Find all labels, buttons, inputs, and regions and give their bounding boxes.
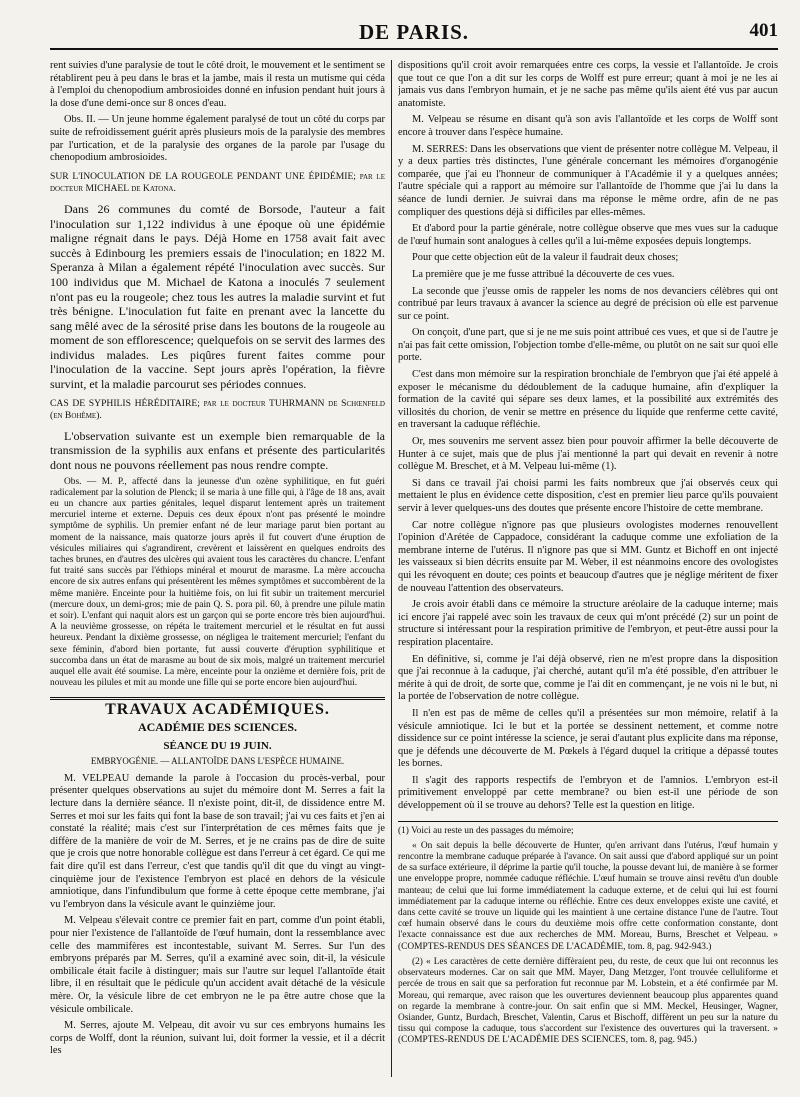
paragraph: M. SERRES: Dans les observations que vient de présenter notre collègue M. Velpeau, il y a deux parties très distinctes, l'une générale concernant les mémoires d'organogénie comparée, que j'ai eu l'honneur de communiquer à l'Académie il y a quelques années; l'autre spéciale qui a rapport au mémoire sur l'allantoïde de l'homme que j'ai lu dans la séance de lundi dernier. Je suivrai dans ma réponse le même ordre, afin de ne pas compliquer des questions déjà si difficiles par elles-mêmes. bbox=[398, 143, 778, 218]
running-title: DE PARIS. bbox=[358, 20, 470, 44]
paragraph: M. Serres, ajoute M. Velpeau, dit avoir vu sur ces embryons humains les corps de Wolff, dont la réunion, suivant lui, doit former la vessie, et il a décrit les bbox=[50, 1020, 385, 1057]
topic-line: EMBRYOGÉNIE. — ALLANTOÏDE DANS L'ESPÈCE HUMAINE. bbox=[90, 756, 345, 767]
paragraph: Obs. — M. P., affecté dans la jeunesse d'un ozène syphilitique, en fut guéri radicalement par la solution de Plenck; il se maria à une fille qui, à l'âge de 18 ans, avait eu un chancre aux parties génitales, lequel disparut lentement après un traitement mercuriel interne et externe. Depuis ces deux époux n'ont pas présenté le moindre symptôme de syphilis. Un premier enfant né de leur mariage parut bien portant au moment de la naissance, mais quatorze jours après il fut couvert d'une éruption de vésicules miliaires qui s'agrandirent, crevèrent et laissèrent en quelques endroits des taches brunes, en d'autres des ulcères qui avaient tous les caractères du chancre. L'enfant fut traité sans succès par l'éthiops minéral et mourut de marasme. La mère accoucha encore de six autres enfans qui présentèrent les mêmes symptômes et succombèrent de la même manière. Enceinte pour la huitième fois, on lui fit subir un traitement mercuriel (mercure doux, un demi-gros; mie de pain Q. S. pora pil. 60, à prendre une pilule matin et soir). L'enfant qui naquit alors est un garçon qui se porte encore très bien aujourd'hui. A la neuvième grossesse, on répéta le traitement mercuriel et le résultat en fut aussi heureux. Pendant la dixième grossesse, on négligea le traitement mercuriel; l'enfant du sexe féminin, d'abord bien portante, fut aussi couverte d'éruption syphilitique et succomba dans un état de marasme au bout de six mois, malgré un traitement mercuriel auquel elle avait été soumise. La mère, enceinte pour la onzième et dernière fois, prit de nouveau les pilules et mit au monde une fille qui se porte encore bien aujourd'hui. bbox=[50, 476, 385, 689]
paragraph: Dans 26 communes du comté de Borsode, l'auteur a fait l'inoculation sur 1,122 individus à une époque où une épidémie maligne régnait dans le pays. Déjà Home en 1758 avait fait avec succès à Edinbourg les premiers essais de l'inoculation; en 1822 M. Speranza à Milan a également répété l'inoculation avec succès. Sur 100 individus que M. Michael de Katona a inoculés 7 seulement n'ont pas eu la rougeole; chez tous les autres la maladie survint et fut très bénigne. L'inoculation fut faite en prenant avec la lancette du sang mêlé avec de la sérosité prise dans les boutons de la rougeole au moment de son efflorescence; quelquefois on se servit des larmes des individus malades. Les piqûres furent faites comme pour l'inoculation de la vaccine. Sept jours après l'opération, la fièvre survint, et la maladie parcourut ses périodes connues. bbox=[50, 201, 385, 392]
paragraph: La seconde que j'eusse omis de rappeler les noms de nos devanciers célèbres qui ont contribué par leurs travaux à avancer la science au degré de précision où elle est parvenue sur ce point. bbox=[398, 285, 778, 322]
paragraph: Je crois avoir établi dans ce mémoire la structure aréolaire de la caduque interne; mais ici encore j'ai rappelé avec soin les travaux de ceux qui m'ont précédé (2) sur un point de structure si intéressant pour la respiration primitive de l'embryon, et peut-être aussi pour la respiration placentaire. bbox=[398, 599, 778, 648]
section-title: TRAVAUX ACADÉMIQUES. bbox=[50, 697, 385, 717]
paragraph: Et d'abord pour la partie générale, notre collègue observe que mes vues sur la caduque de l'œuf humain sont analogues à celles qu'il a lui-même exposées depuis longtemps. bbox=[398, 223, 778, 247]
paragraph: Pour que cette objection eût de la valeur il faudrait deux choses; bbox=[412, 252, 679, 264]
paragraph: Car notre collègue n'ignore pas que plusieurs ovologistes modernes renouvellent l'opinion d'Arétée de Cappadoce, considérant la caduque comme une exfoliation de la membrane interne de l'utérus. Il n'ignore pas que si MM. Guntz et Bichoff en ont injecté les vaisseaux si bien décrits ensuite par M. Weber, il est néanmoins encore des ovologistes qui les révoquent en doute; ces points et beaucoup d'autres que je néglige méritent de fixer de nouveau l'attention des observateurs. bbox=[398, 519, 778, 594]
paragraph: Or, mes souvenirs me servent assez bien pour pouvoir affirmer la belle découverte de Hunter à ce sujet, mais que de plus j'ai mentionné la part qui devait en revenir à notre collègue M. Breschet, et à M. Velpeau lui-même (1). bbox=[398, 436, 778, 473]
footnote: (1) Voici au reste un des passages du mémoire; bbox=[398, 825, 574, 836]
paragraph: C'est dans mon mémoire sur la respiration bronchiale de l'embryon que j'ai été appelé à exposer le mécanisme du dédoublement de la caduque humaine, afin d'expliquer la formation de la cavité qui sépare ses deux lames, et la possibilité aux extrémités des villosités du chorion, de venir se mettre en présence du liquide que renferme cette cavité, en traversant la caduque réfléchie. bbox=[398, 369, 778, 431]
paragraph: dispositions qu'il croit avoir remarquées entre ces corps, la vessie et l'allantoïde. Je crois que tout ce que l'on a dit sur les corps de Wolff est pure erreur; quant à moi je ne les ai jamais vus dans l'embryon humain, et je ne sache pas même qu'ils aient été vus par aucun anatomiste. bbox=[398, 60, 778, 109]
column-divider bbox=[391, 60, 392, 1077]
page-header bbox=[50, 18, 778, 50]
paragraph: Il n'en est pas de même de celles qu'il a présentées sur mon mémoire, relatif à la vésicule amniotique. Ici le but et la portée se dessinent nettement, et comme notre dissidence sur ce point intéresse la science, je serai d'autant plus explicite dans ma réponse, que je défends une découverte de M. Pœkels à l'égard duquel la critique a dépassé toutes les bornes. bbox=[398, 707, 778, 770]
paragraph: Il s'agit des rapports respectifs de l'embryon et de l'amnios. L'embryon est-il primitivement enveloppé par cette membrane? ou bien est-il une période de son développement où il se trouve au dehors? Telle est la question en litige. bbox=[398, 774, 778, 812]
paragraph: L'observation suivante est un exemple bien remarquable de la transmission de la syphilis aux enfans et présente des particularités dont nous ne pouvons réellement pas nous rendre compte. bbox=[50, 428, 385, 473]
page-number: 401 bbox=[749, 20, 778, 41]
footnote: (2) « Les caractères de cette dernière diffèraient peu, du reste, de ceux que lui ont reconnus les observateurs modernes. Car on sait que MM. Mayer, Dang Metzger, l'ont trouvée celluliforme et percée de trous en sait que sa perforation fut reconnue par M. Lobstein, et a été confirmée par M. Moreau, qui remarque, avec raison que les ouvertures deviennent beaucoup plus apparentes quand on regarde la membrane à contre-jour. On sait enfin que si MM. Meckel, Heusinger, Wagner, Osiander, Guntz, Burdach, Breschet, Valentin, Carus et Bischoff, diffèrent un peu sur la nature du tissu qui compose la caduque, tous s'accordent sur l'existence des ouvertures qui la traversent. » (COMPTES-RENDUS DE L'ACADÉMIE DES SCIENCES, tom. 8, pag. 945.) bbox=[398, 956, 778, 1046]
footnote: « On sait depuis la belle découverte de Hunter, qu'en arrivant dans l'utérus, l'œuf humain y rencontre la membrane caduque préparée à l'avance. On sait aussi que d'abord appliqué sur un point de sa surface extérieure, il déprime la partie qu'il touche, la pousse devant lui, de manière à se former une enveloppe propre, nommée caduque réfléchie. L'œuf humain se trouve ainsi revêtu d'un double manteau; de celui que lui forme immédiatement la caduque externe, et de celui qui lui est fourni immédiatement par la caduque interne ou réfléchie. Entre ces deux enveloppes existe une cavité, et dans cette cavité se trouve un liquide qui les maintient à une certaine distance l'une de l'autre. Tout cœf humain observé dans le cours du deuxième mois offre cette conformation constante, dont l'exacte connaissance est due aux recherches de MM. Moreau, Burns, Breschet et Velpeau. » (COMPTES-RENDUS DES SÉANCES DE L'ACADÉMIE, tom. 8, pag. 942-943.) bbox=[398, 840, 778, 952]
paragraph: M. Velpeau se résume en disant qu'à son avis l'allantoïde et les corps de Wolff sont encore à trouver dans l'espèce humaine. bbox=[398, 114, 778, 138]
article-heading: CAS DE SYPHILIS HÉRÉDITAIRE; par le docteur TUHRMANN de Schœnfeld (en Bohême). bbox=[50, 397, 385, 422]
left-column bbox=[50, 60, 385, 1077]
paragraph: On conçoit, d'une part, que si je ne me suis point attribué ces vues, et que si de l'autre je n'ai pas fait cette omission, l'objection tombe d'elle-même, ou plutôt on ne sait sur quoi elle porte. bbox=[398, 327, 778, 364]
right-column bbox=[398, 60, 778, 1077]
paragraph: Si dans ce travail j'ai choisi parmi les faits nombreux que j'ai observés ceux qui mettaient le plus en évidence cette disposition, c'est en premier lieu parce qu'ils pouvaient servir à lever quelques-uns des doutes que présente encore l'histoire de cette membrane. bbox=[398, 477, 778, 514]
paragraph: La première que je me fusse attribué la découverte de ces vues. bbox=[412, 268, 675, 280]
article-heading: SUR L'INOCULATION DE LA ROUGEOLE PENDANT UNE ÉPIDÉMIE; par le docteur MICHAEL de Katona. bbox=[50, 170, 385, 195]
paragraph: rent suivies d'une paralysie de tout le côté droit, le mouvement et le sentiment se rétablirent peu à peu dans le bras et la jambe, mais il resta un mutisme qui céda à l'emploi du chenopodium ambrosioides donné en infusion pendant huit jours à la dose d'une demi-once sur 8 onces d'eau. bbox=[50, 60, 385, 109]
session-date: SÉANCE DU 19 JUIN. bbox=[163, 739, 272, 752]
footnotes bbox=[398, 821, 778, 1047]
paragraph: En définitive, si, comme je l'ai déjà observé, rien ne m'est propre dans la disposition que j'ai reconnue à la caduque, j'ai cherché, autant qu'il m'a été possible, d'en attribuer le mérite à qui de droit, de sorte que, comme je l'ai dit en commençant, je ne vois ni le but, ni la portée de l'observation de notre collègue. bbox=[398, 653, 778, 703]
paragraph: M. Velpeau s'élevait contre ce premier fait en part, comme d'un point établi, pour nier l'existence de l'allantoïde de l'œuf humain, dont la ressemblance avec celle des mammifères est incontestable, suivant M. Serres. Sur l'un des embryons préparés par M. Serres, qu'il a examiné avec soin, dit-il, la vésicule ombilicale était facile à distinguer; mais sur l'autre sur lequel l'allantoïde était libre, il en résultait que le pédicule qu'un accident avait détaché de la vésicule mère. Or, la vésicule libre de cet embryon ne le pa être autre chose que la vésicule ombilicale. bbox=[50, 915, 385, 1015]
section-subtitle: ACADÉMIE DES SCIENCES. bbox=[137, 720, 298, 735]
paragraph: M. VELPEAU demande la parole à l'occasion du procès-verbal, pour présenter quelques observations au sujet du mémoire dont M. Serres a fait la lecture dans la dernière séance. Il n'existe point, dit-il, de dissidence entre M. Serres et moi sur les faits qui font la base de son travail; j'ai vu ces faits et j'en ai constaté la réalité; mais c'est sur l'interprétation de ces mêmes faits que je diffère de la manière de voir de M. Serres, et je ne crains pas de dire de suite que je crois que notre honorable collègue est dans l'erreur à cet égard. Ce qui me fait dire qu'il est dans l'erreur, c'est que tandis qu'il dit que du vingt au vingt-cinquième jour de l'existence l'embryon est placé en dehors de la vésicule amniotique, dans l'infundibulum que forme à cette époque cette membrane, j'ai vu l'embryon dans la vésicule avant le quinzième jour. bbox=[50, 772, 385, 910]
paragraph: Obs. II. — Un jeune homme également paralysé de tout un côté du corps par suite de refroidissement guérit après plusieurs mois de la paralysie des membres par l'urtication, et de la paralysie des organes de la parole par l'usage du chenopodium ambrosioides. bbox=[50, 114, 385, 164]
